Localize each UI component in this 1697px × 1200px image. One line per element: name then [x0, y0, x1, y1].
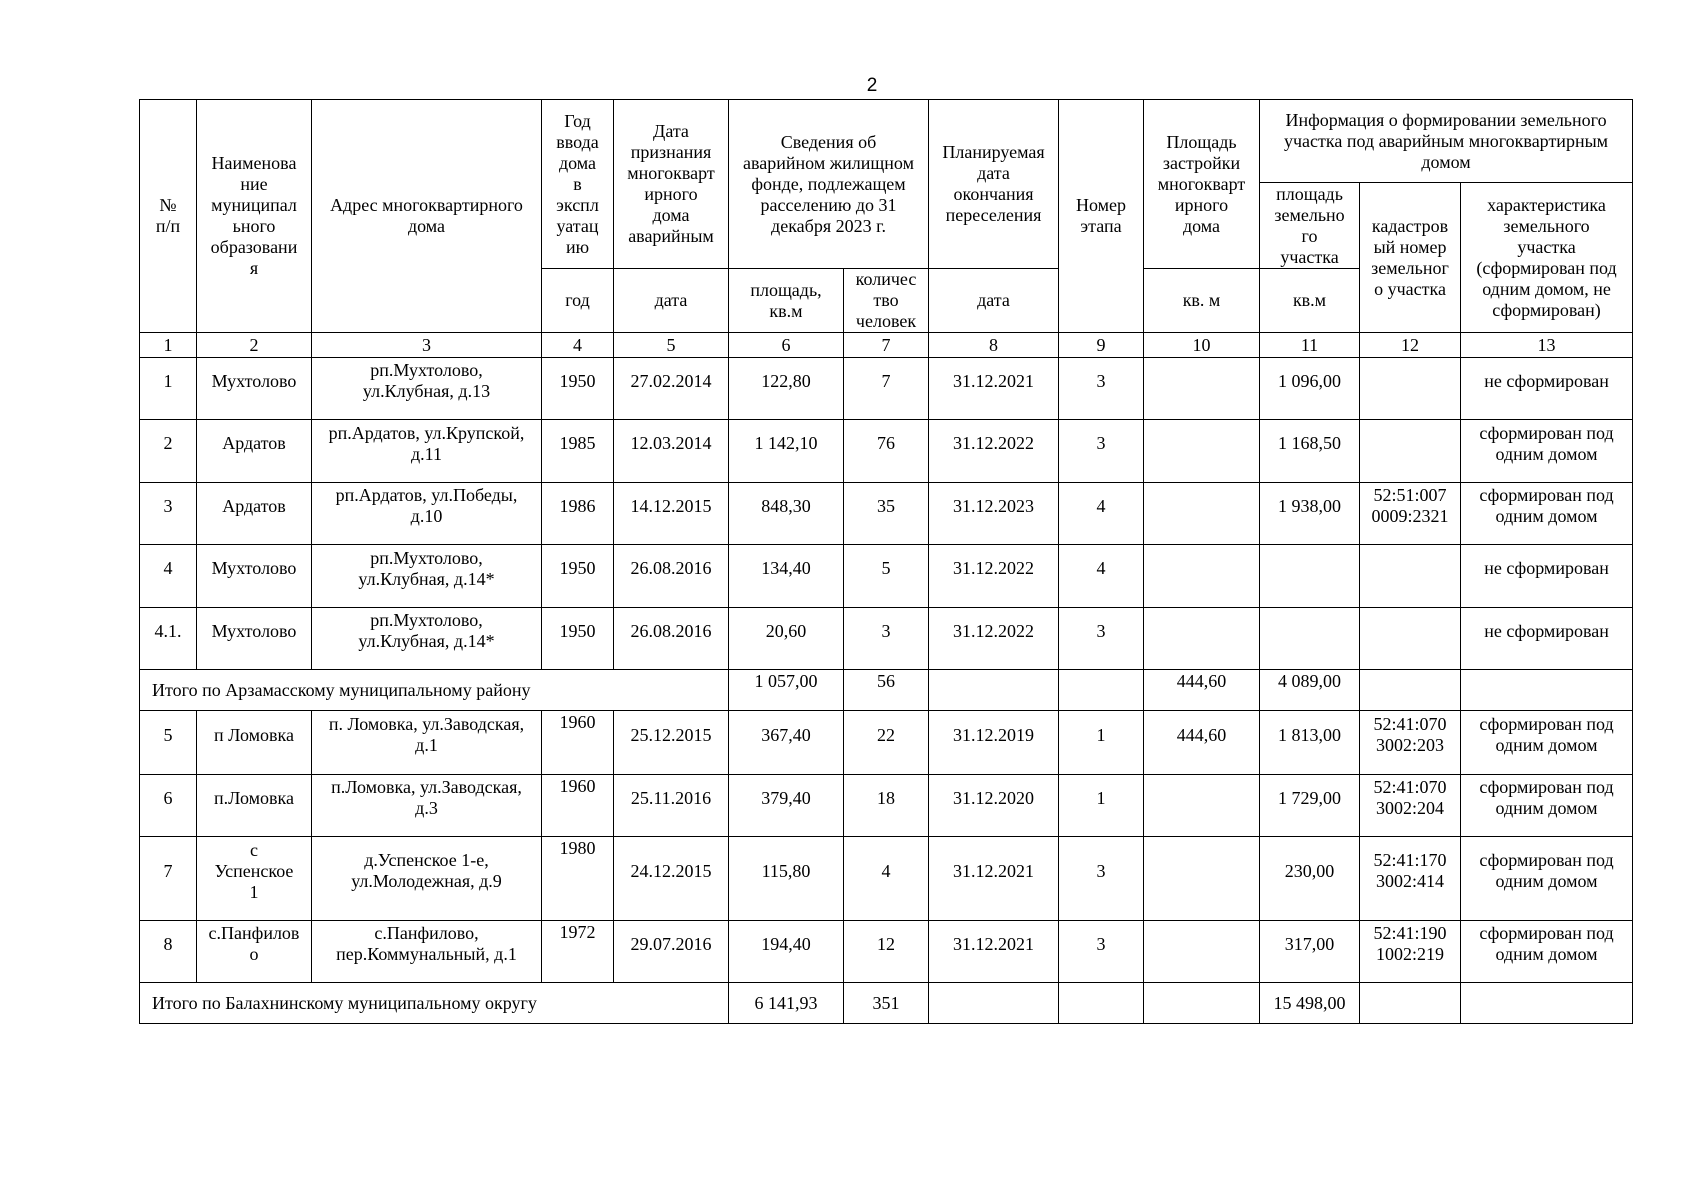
- cell-area: 1 142,10: [729, 420, 844, 483]
- table-row: [140, 545, 1633, 608]
- cell-municipality: Мухтолово: [197, 358, 312, 420]
- header-row: [140, 100, 1633, 183]
- cell-row-number: 7: [140, 837, 197, 921]
- cell-recognition-date: 29.07.2016: [614, 921, 729, 983]
- cell-residents: 7: [844, 358, 929, 420]
- table-row: [140, 608, 1633, 670]
- cell-recognition-date: 27.02.2014: [614, 358, 729, 420]
- unit-land-area: кв.м: [1260, 269, 1360, 333]
- total-cadastral-number: [1360, 670, 1461, 711]
- total-label: Итого по Балахнинскому муниципальному округу: [140, 983, 729, 1024]
- cell-area: 122,80: [729, 358, 844, 420]
- cell-recognition-date: 24.12.2015: [614, 837, 729, 921]
- cell-cadastral-number: [1360, 545, 1461, 608]
- total-land-area: 15 498,00: [1260, 983, 1360, 1024]
- cell-year-built: 1960: [542, 775, 614, 837]
- cell-recognition-date: 25.12.2015: [614, 711, 729, 775]
- column-number: 5: [614, 333, 729, 358]
- total-stage: [1059, 983, 1144, 1024]
- cell-row-number: 8: [140, 921, 197, 983]
- cell-municipality: с Успенское 1: [197, 837, 312, 921]
- cell-residents: 5: [844, 545, 929, 608]
- header-row-number: № п/п: [140, 100, 197, 333]
- cell-land-status: сформирован под одним домом: [1461, 921, 1633, 983]
- table-row: [140, 358, 1633, 420]
- column-number: 13: [1461, 333, 1633, 358]
- cell-land-status: сформирован под одним домом: [1461, 775, 1633, 837]
- cell-recognition-date: 12.03.2014: [614, 420, 729, 483]
- cell-address: рп.Мухтолово, ул.Клубная, д.13: [312, 358, 542, 420]
- unit-building-area: кв. м: [1144, 269, 1260, 333]
- cell-planned-date: 31.12.2022: [929, 608, 1059, 670]
- cell-recognition-date: 14.12.2015: [614, 483, 729, 545]
- cell-land-area: 1 096,00: [1260, 358, 1360, 420]
- total-area: 1 057,00: [729, 670, 844, 711]
- cell-cadastral-number: 52:41:070 3002:203: [1360, 711, 1461, 775]
- total-building-area: [1144, 983, 1260, 1024]
- header-land-status: характеристика земельного участка (сформирован под одним домом, не сформирован): [1461, 183, 1633, 333]
- column-numbers-row: [140, 333, 1633, 358]
- cell-land-area: 1 168,50: [1260, 420, 1360, 483]
- unit-recognition-date: дата: [614, 269, 729, 333]
- header-year-built: Год ввода дома в экспл уатац ию: [542, 100, 614, 269]
- header-planned-date: Планируемая дата окончания переселения: [929, 100, 1059, 269]
- cell-building-area: [1144, 775, 1260, 837]
- total-planned-date: [929, 983, 1059, 1024]
- header-building-area: Площадь застройки многокварт ирного дома: [1144, 100, 1260, 269]
- total-row: [140, 670, 1633, 711]
- cell-address: с.Панфилово, пер.Коммунальный, д.1: [312, 921, 542, 983]
- cell-year-built: 1980: [542, 837, 614, 921]
- cell-stage: 3: [1059, 608, 1144, 670]
- cell-residents: 76: [844, 420, 929, 483]
- cell-land-status: сформирован под одним домом: [1461, 837, 1633, 921]
- cell-area: 134,40: [729, 545, 844, 608]
- column-number: 4: [542, 333, 614, 358]
- cell-row-number: 3: [140, 483, 197, 545]
- cell-land-status: не сформирован: [1461, 358, 1633, 420]
- cell-year-built: 1985: [542, 420, 614, 483]
- table-row: [140, 837, 1633, 921]
- cell-municipality: Мухтолово: [197, 608, 312, 670]
- cell-year-built: 1972: [542, 921, 614, 983]
- cell-planned-date: 31.12.2023: [929, 483, 1059, 545]
- cell-land-area: [1260, 608, 1360, 670]
- cell-row-number: 4.1.: [140, 608, 197, 670]
- cell-stage: 4: [1059, 483, 1144, 545]
- cell-land-status: не сформирован: [1461, 545, 1633, 608]
- unit-planned-date: дата: [929, 269, 1059, 333]
- cell-area: 367,40: [729, 711, 844, 775]
- total-planned-date: [929, 670, 1059, 711]
- unit-people: количес тво человек: [844, 269, 929, 333]
- cell-municipality: п Ломовка: [197, 711, 312, 775]
- cell-stage: 1: [1059, 711, 1144, 775]
- cell-residents: 3: [844, 608, 929, 670]
- column-number: 9: [1059, 333, 1144, 358]
- cell-address: п.Ломовка, ул.Заводская, д.3: [312, 775, 542, 837]
- cell-address: п. Ломовка, ул.Заводская, д.1: [312, 711, 542, 775]
- header-cadastral-number: кадастров ый номер земельног о участка: [1360, 183, 1461, 333]
- cell-address: д.Успенское 1-е, ул.Молодежная, д.9: [312, 837, 542, 921]
- cell-address: рп.Ардатов, ул.Победы, д.10: [312, 483, 542, 545]
- cell-area: 194,40: [729, 921, 844, 983]
- cell-planned-date: 31.12.2021: [929, 358, 1059, 420]
- cell-recognition-date: 25.11.2016: [614, 775, 729, 837]
- cell-planned-date: 31.12.2022: [929, 545, 1059, 608]
- cell-land-status: не сформирован: [1461, 608, 1633, 670]
- cell-row-number: 2: [140, 420, 197, 483]
- total-building-area: 444,60: [1144, 670, 1260, 711]
- table-row: [140, 921, 1633, 983]
- cell-cadastral-number: [1360, 608, 1461, 670]
- total-area: 6 141,93: [729, 983, 844, 1024]
- cell-recognition-date: 26.08.2016: [614, 608, 729, 670]
- cell-building-area: [1144, 921, 1260, 983]
- unit-area: площадь, кв.м: [729, 269, 844, 333]
- cell-residents: 22: [844, 711, 929, 775]
- cell-planned-date: 31.12.2022: [929, 420, 1059, 483]
- cell-land-status: сформирован под одним домом: [1461, 420, 1633, 483]
- cell-land-area: 317,00: [1260, 921, 1360, 983]
- cell-land-status: сформирован под одним домом: [1461, 711, 1633, 775]
- cell-stage: 3: [1059, 358, 1144, 420]
- column-number: 1: [140, 333, 197, 358]
- cell-planned-date: 31.12.2021: [929, 837, 1059, 921]
- cell-residents: 35: [844, 483, 929, 545]
- header-address: Адрес многоквартирного дома: [312, 100, 542, 333]
- cell-land-area: 1 813,00: [1260, 711, 1360, 775]
- cell-municipality: Мухтолово: [197, 545, 312, 608]
- column-number: 12: [1360, 333, 1461, 358]
- cell-residents: 4: [844, 837, 929, 921]
- header-emergency-fund: Сведения об аварийном жилищном фонде, подлежащем расселению до 31 декабря 2023 г.: [729, 100, 929, 269]
- page-number: 2: [866, 75, 878, 96]
- cell-municipality: Ардатов: [197, 420, 312, 483]
- cell-stage: 3: [1059, 837, 1144, 921]
- cell-land-area: 1 729,00: [1260, 775, 1360, 837]
- column-number: 7: [844, 333, 929, 358]
- column-number: 11: [1260, 333, 1360, 358]
- emergency-housing-table: [139, 99, 1633, 1024]
- header-stage: Номер этапа: [1059, 100, 1144, 333]
- total-stage: [1059, 670, 1144, 711]
- column-number: 3: [312, 333, 542, 358]
- cell-cadastral-number: 52:41:070 3002:204: [1360, 775, 1461, 837]
- cell-stage: 3: [1059, 921, 1144, 983]
- cell-stage: 3: [1059, 420, 1144, 483]
- table-header: [140, 100, 1633, 358]
- cell-municipality: с.Панфилов о: [197, 921, 312, 983]
- cell-land-status: сформирован под одним домом: [1461, 483, 1633, 545]
- cell-cadastral-number: 52:51:007 0009:2321: [1360, 483, 1461, 545]
- cell-area: 379,40: [729, 775, 844, 837]
- cell-planned-date: 31.12.2021: [929, 921, 1059, 983]
- cell-land-area: [1260, 545, 1360, 608]
- total-cadastral-number: [1360, 983, 1461, 1024]
- cell-building-area: [1144, 545, 1260, 608]
- cell-residents: 12: [844, 921, 929, 983]
- cell-year-built: 1950: [542, 545, 614, 608]
- cell-land-area: 230,00: [1260, 837, 1360, 921]
- unit-year: год: [542, 269, 614, 333]
- cell-row-number: 4: [140, 545, 197, 608]
- cell-building-area: [1144, 358, 1260, 420]
- table-row: [140, 420, 1633, 483]
- header-land-info: Информация о формировании земельного участка под аварийным многоквартирным домом: [1260, 100, 1633, 183]
- cell-address: рп.Мухтолово, ул.Клубная, д.14*: [312, 545, 542, 608]
- cell-building-area: [1144, 608, 1260, 670]
- cell-cadastral-number: 52:41:190 1002:219: [1360, 921, 1461, 983]
- table-row: [140, 775, 1633, 837]
- cell-row-number: 5: [140, 711, 197, 775]
- header-recognition-date: Дата признания многокварт ирного дома аварийным: [614, 100, 729, 269]
- total-row: [140, 983, 1633, 1024]
- cell-address: рп.Мухтолово, ул.Клубная, д.14*: [312, 608, 542, 670]
- cell-area: 20,60: [729, 608, 844, 670]
- cell-planned-date: 31.12.2020: [929, 775, 1059, 837]
- cell-address: рп.Ардатов, ул.Крупской, д.11: [312, 420, 542, 483]
- cell-stage: 1: [1059, 775, 1144, 837]
- column-number: 6: [729, 333, 844, 358]
- total-residents: 351: [844, 983, 929, 1024]
- total-land-area: 4 089,00: [1260, 670, 1360, 711]
- cell-area: 848,30: [729, 483, 844, 545]
- cell-row-number: 6: [140, 775, 197, 837]
- cell-building-area: [1144, 420, 1260, 483]
- table-body: [140, 358, 1633, 1024]
- header-municipality: Наименова ние муниципал ьного образовани я: [197, 100, 312, 333]
- cell-municipality: п.Ломовка: [197, 775, 312, 837]
- table-row: [140, 483, 1633, 545]
- cell-year-built: 1950: [542, 608, 614, 670]
- table-row: [140, 711, 1633, 775]
- cell-planned-date: 31.12.2019: [929, 711, 1059, 775]
- cell-building-area: [1144, 483, 1260, 545]
- cell-cadastral-number: 52:41:170 3002:414: [1360, 837, 1461, 921]
- cell-area: 115,80: [729, 837, 844, 921]
- header-land-area: площадь земельно го участка: [1260, 183, 1360, 269]
- column-number: 8: [929, 333, 1059, 358]
- cell-year-built: 1960: [542, 711, 614, 775]
- cell-cadastral-number: [1360, 420, 1461, 483]
- cell-municipality: Ардатов: [197, 483, 312, 545]
- column-number: 2: [197, 333, 312, 358]
- cell-recognition-date: 26.08.2016: [614, 545, 729, 608]
- cell-year-built: 1986: [542, 483, 614, 545]
- total-label: Итого по Арзамасскому муниципальному району: [140, 670, 729, 711]
- cell-cadastral-number: [1360, 358, 1461, 420]
- total-land-status: [1461, 983, 1633, 1024]
- column-number: 10: [1144, 333, 1260, 358]
- cell-land-area: 1 938,00: [1260, 483, 1360, 545]
- cell-stage: 4: [1059, 545, 1144, 608]
- total-land-status: [1461, 670, 1633, 711]
- cell-year-built: 1950: [542, 358, 614, 420]
- cell-row-number: 1: [140, 358, 197, 420]
- cell-residents: 18: [844, 775, 929, 837]
- total-residents: 56: [844, 670, 929, 711]
- cell-building-area: 444,60: [1144, 711, 1260, 775]
- cell-building-area: [1144, 837, 1260, 921]
